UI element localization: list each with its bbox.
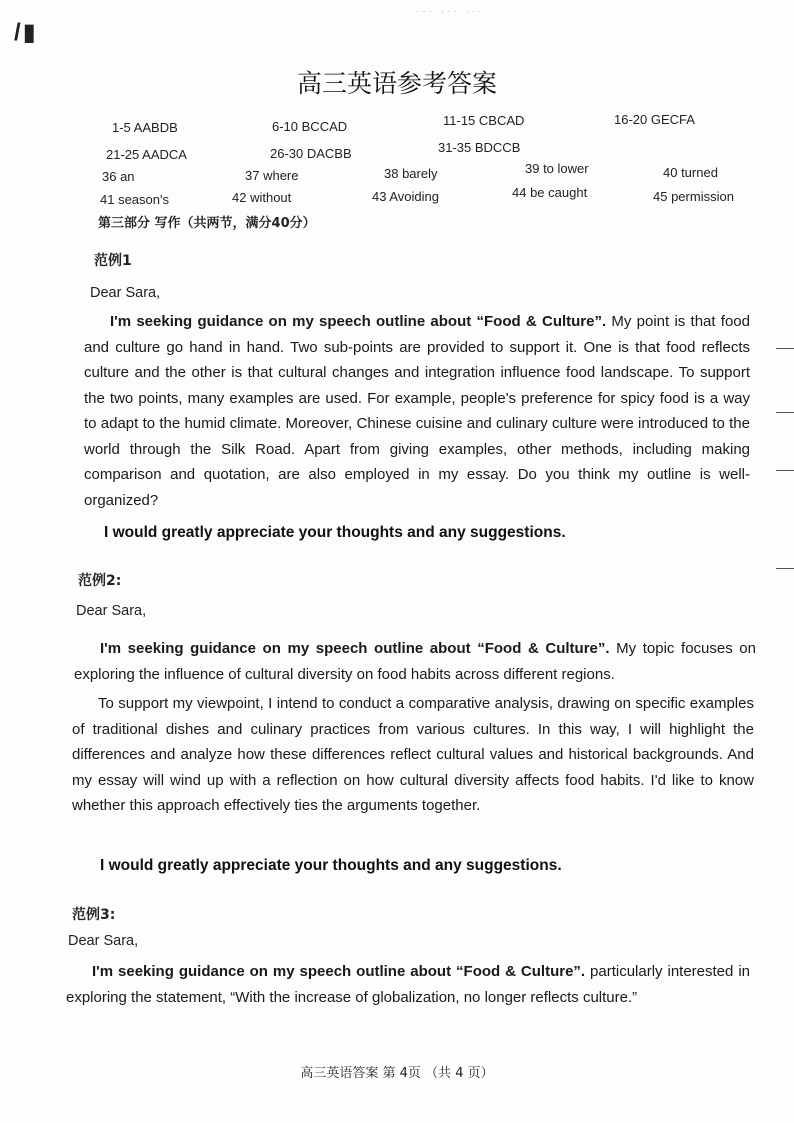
example-3-paragraph xyxy=(66,959,750,1010)
answer-21-25: 21-25 AADCA xyxy=(106,147,187,162)
example-3-label: 范例3: xyxy=(72,907,116,923)
page-title: 高三英语参考答案 xyxy=(296,69,497,98)
example-3-greeting: Dear Sara, xyxy=(68,933,139,949)
margin-mark xyxy=(776,568,794,569)
example-1-greeting: Dear Sara, xyxy=(90,285,161,301)
answer-26-30: 26-30 DACBB xyxy=(270,146,352,161)
example-2-paragraph-1 xyxy=(74,636,756,687)
answer-40: 40 turned xyxy=(663,165,718,180)
answer-43: 43 Avoiding xyxy=(372,189,439,204)
scan-noise: ··· ··· ··· xyxy=(416,6,485,17)
answer-11-15: 11-15 CBCAD xyxy=(443,113,525,128)
answer-16-20: 16-20 GECFA xyxy=(614,112,695,127)
example-2-lead: I'm seeking guidance on my speech outline about “Food & Culture”. xyxy=(100,640,610,657)
answer-38: 38 barely xyxy=(384,166,438,181)
answer-37: 37 where xyxy=(245,168,299,183)
scan-mark: /▮ xyxy=(14,19,38,46)
example-2-body-1: My topic focuses on exploring the influence of cultural diversity on food habits across different regions. xyxy=(74,640,756,683)
section-heading: 第三部分 写作（共两节，满分40分） xyxy=(98,216,316,231)
answer-42: 42 without xyxy=(232,190,292,205)
example-3-body: particularly interested in exploring the statement, “With the increase of globalization, no longer reflects culture.” xyxy=(66,963,750,1006)
margin-mark xyxy=(776,470,794,471)
margin-mark xyxy=(776,348,794,349)
answer-41: 41 season's xyxy=(100,192,169,207)
answer-39: 39 to lower xyxy=(525,161,589,176)
example-2-greeting: Dear Sara, xyxy=(76,603,147,619)
answer-36: 36 an xyxy=(102,169,135,184)
example-2-paragraph-2: To support my viewpoint, I intend to conduct a comparative analysis, drawing on specific examples of traditional dishes and culinary practices from various cultures. In this way, I will highlight the differences and analyze how these differences reflect cultural values and historical backgrounds. And my essay will wind up with a reflection on how cultural diversity affects food habits. I'd like to know whether this approach effectively ties the arguments together. xyxy=(72,695,754,814)
answer-6-10: 6-10 BCCAD xyxy=(272,119,348,134)
answer-1-5: 1-5 AABDB xyxy=(112,120,178,135)
example-1-body: My point is that food and culture go hand in hand. Two sub-points are provided to support it. One is that food reflects culture and the other is that cultural changes and integration influence food landscape. To support the two points, many examples are used. For example, people's preference for spicy food is a way to adapt to the humid climate. Moreover, Chinese cuisine and culinary culture were introduced to the world through the Silk Road. Apart from giving examples, other methods, including making comparison and quotation, are also employed in my essay. Do you think my outline is well-organized? xyxy=(84,313,750,509)
answer-44: 44 be caught xyxy=(512,185,588,200)
answer-45: 45 permission xyxy=(653,189,734,204)
example-1-lead: I'm seeking guidance on my speech outline about “Food & Culture”. xyxy=(110,313,607,330)
page-footer: 高三英语答案 第 4页 （共 4 页） xyxy=(300,1066,494,1081)
margin-mark xyxy=(776,412,794,413)
example-3-lead: I'm seeking guidance on my speech outline about “Food & Culture”. xyxy=(92,963,586,980)
example-2-label: 范例2: xyxy=(78,573,122,589)
example-2-closing: I would greatly appreciate your thoughts and any suggestions. xyxy=(100,857,562,874)
example-1-closing: I would greatly appreciate your thoughts and any suggestions. xyxy=(104,524,566,541)
answer-31-35: 31-35 BDCCB xyxy=(438,140,521,155)
example-1-paragraph xyxy=(84,309,750,513)
example-1-label: 范例1 xyxy=(94,253,132,269)
